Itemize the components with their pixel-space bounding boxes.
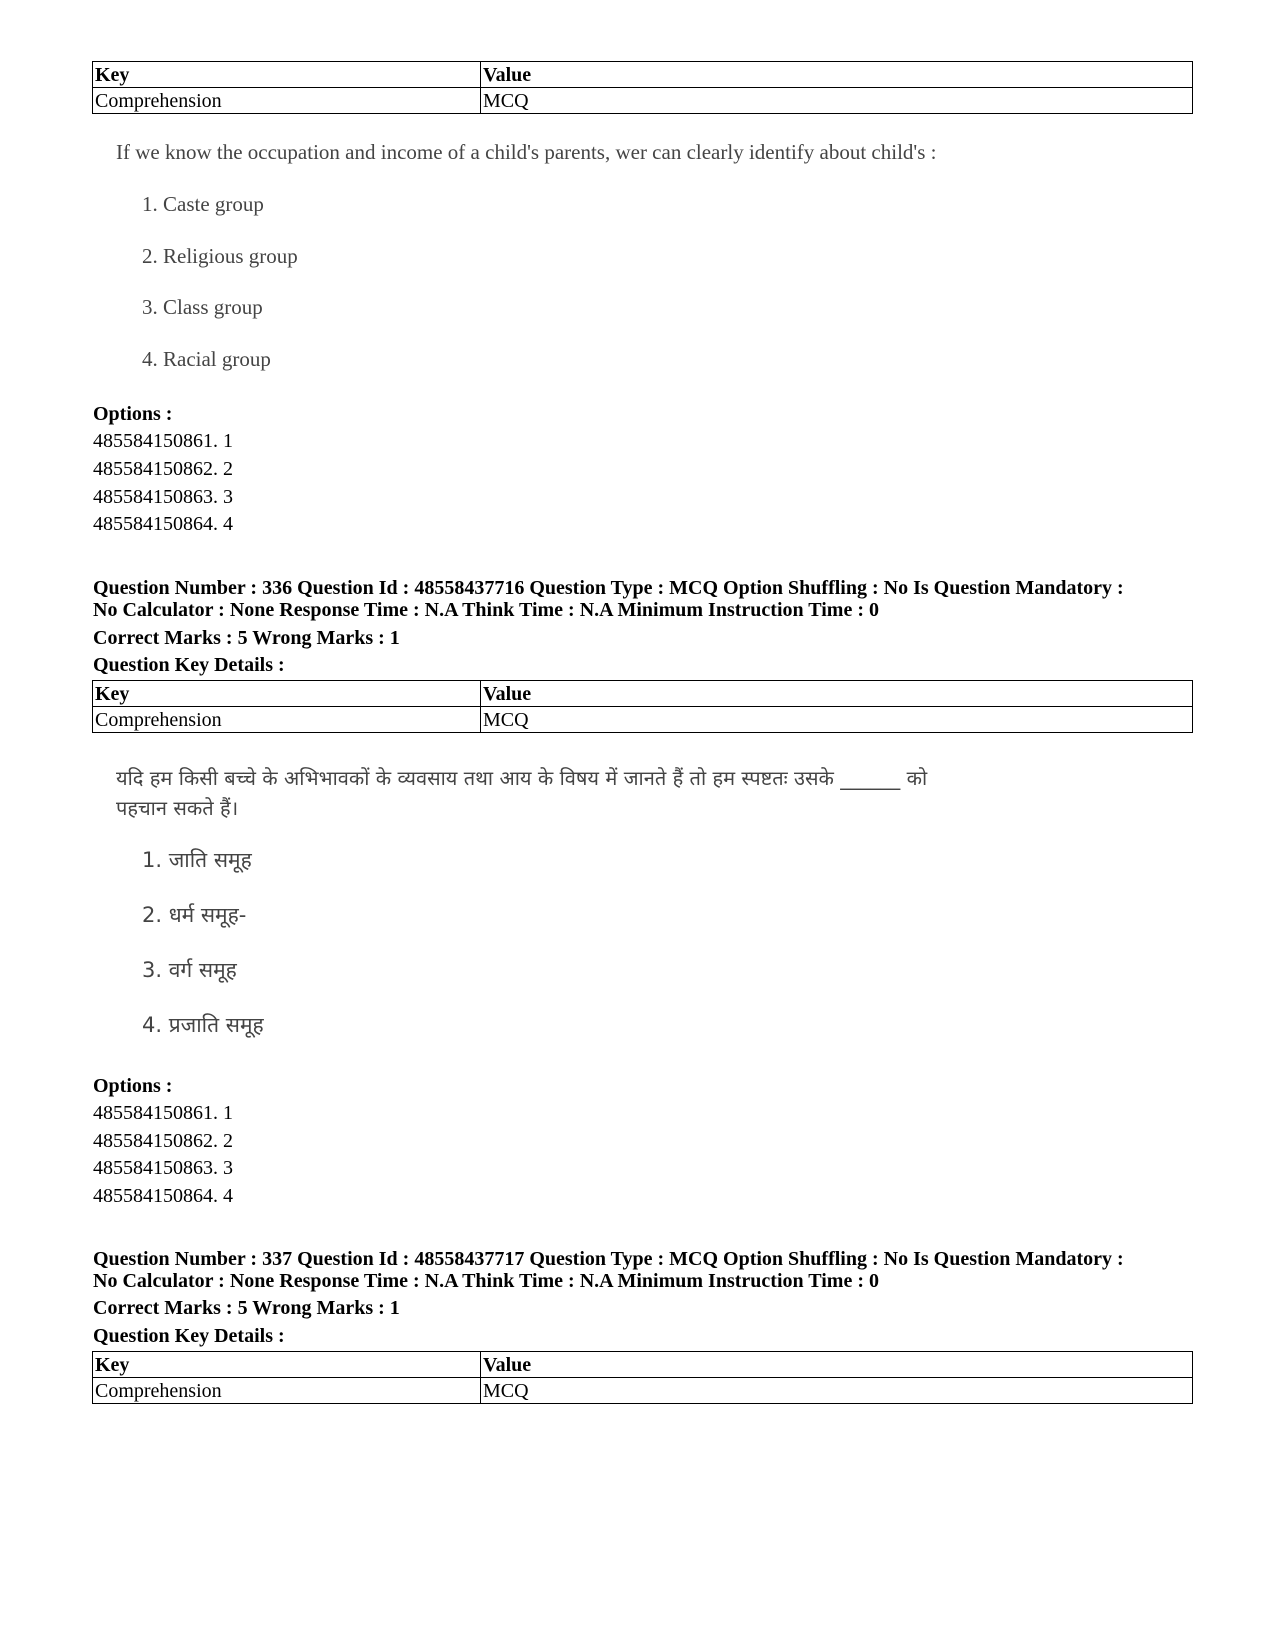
table-header-value: Value [481,681,1193,707]
table-header-key: Key [93,681,481,707]
table-header-row [93,681,1193,707]
option-item: 485584150862. 2 [93,1130,233,1152]
option-item: 485584150863. 3 [93,1157,233,1179]
question-choice: 4. Racial group [142,347,271,371]
question-choice: 4. प्रजाति समूह [142,1013,264,1037]
option-item: 485584150862. 2 [93,458,233,480]
table-row [93,88,1193,114]
table-cell-value: MCQ [481,88,1193,114]
option-item: 485584150861. 1 [93,430,233,452]
table-cell-key: Comprehension [93,1378,481,1404]
marks-line: Correct Marks : 5 Wrong Marks : 1 [93,627,400,649]
question-stem: If we know the occupation and income of a child's parents, wer can clearly identify about child's : [116,140,937,164]
options-label: Options : [93,1075,173,1097]
table-row [93,707,1193,733]
question-choice: 1. Caste group [142,192,264,216]
question-choice: 2. Religious group [142,244,298,268]
question-image [116,762,1116,1052]
table-header-key: Key [93,62,481,88]
table-header-row [93,62,1193,88]
table-header-key: Key [93,1352,481,1378]
table-cell-value: MCQ [481,707,1193,733]
question-choice: 2. धर्म समूह- [142,903,247,927]
question-choice: 3. Class group [142,295,263,319]
option-item: 485584150861. 1 [93,1102,233,1124]
question-image [116,136,1116,376]
key-details-heading: Question Key Details : [93,654,285,676]
key-details-table [92,680,1193,733]
marks-line: Correct Marks : 5 Wrong Marks : 1 [93,1297,400,1319]
table-cell-key: Comprehension [93,88,481,114]
table-cell-value: MCQ [481,1378,1193,1404]
table-header-value: Value [481,1352,1193,1378]
option-item: 485584150864. 4 [93,1185,233,1207]
option-item: 485584150864. 4 [93,513,233,535]
question-meta-line: Question Number : 336 Question Id : 48558437716 Question Type : MCQ Option Shuffling : No Is Question Mandatory : [93,577,1124,599]
table-header-value: Value [481,62,1193,88]
question-choice: 3. वर्ग समूह [142,958,237,982]
question-choice: 1. जाति समूह [142,848,252,872]
question-meta-line: Question Number : 337 Question Id : 48558437717 Question Type : MCQ Option Shuffling : No Is Question Mandatory : [93,1248,1124,1270]
options-label: Options : [93,403,173,425]
table-row [93,1378,1193,1404]
table-header-row [93,1352,1193,1378]
option-item: 485584150863. 3 [93,486,233,508]
question-meta-line: No Calculator : None Response Time : N.A Think Time : N.A Minimum Instruction Time : 0 [93,1270,879,1292]
key-details-table [92,61,1193,114]
question-stem: पहचान सकते हैं। [116,796,239,820]
key-details-table [92,1351,1193,1404]
table-cell-key: Comprehension [93,707,481,733]
question-stem: यदि हम किसी बच्चे के अभिभावकों के व्यवसाय तथा आय के विषय में जानते हैं तो हम स्पष्टतः उसके ______ को [116,766,928,790]
key-details-heading: Question Key Details : [93,1325,285,1347]
question-meta-line: No Calculator : None Response Time : N.A Think Time : N.A Minimum Instruction Time : 0 [93,599,879,621]
